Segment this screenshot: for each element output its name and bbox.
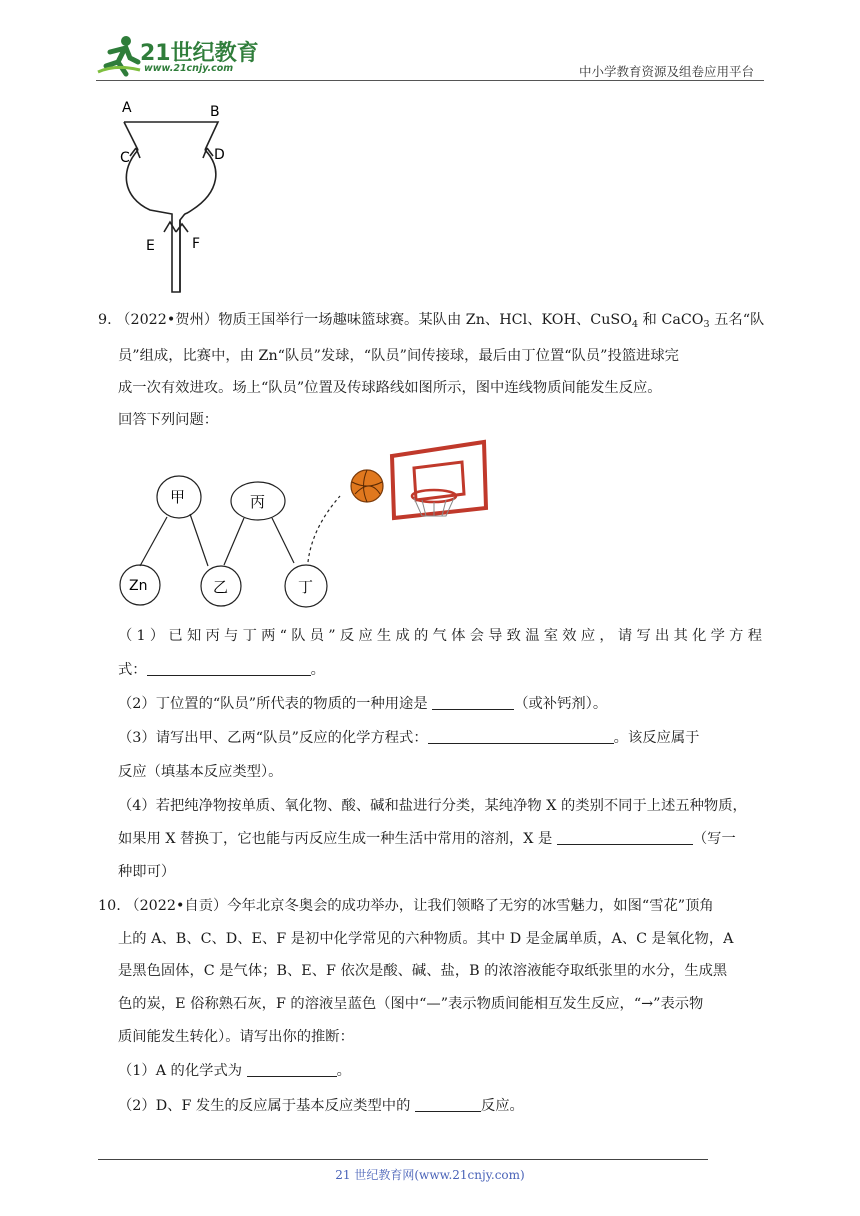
q9-line-1	[98, 310, 764, 335]
q10-text: （2）D、F 发生的反应属于基本反应类型中的	[118, 1098, 415, 1114]
q9-part3-line1	[118, 728, 699, 748]
site-logo[interactable]	[96, 34, 261, 80]
q10-line-5: 质间能发生转化）。请写出你的推断：	[118, 1029, 354, 1045]
q9-part4-line1: （4）若把纯净物按单质、氧化物、酸、碱和盐进行分类，某纯净物 X 的类别不同于上述五种物质，	[118, 798, 747, 814]
node-zn: Zn	[129, 578, 148, 594]
funnel-label-e: E	[146, 238, 155, 254]
q9-line-3: 成一次有效进攻。场上“队员”位置及传球路线如图所示，图中连线物质间能发生反应。	[118, 380, 662, 396]
site-title: 中小学教育资源及组卷应用平台	[578, 64, 754, 79]
q10-part1	[118, 1061, 351, 1081]
q9-part4-line2	[118, 829, 736, 849]
q9-text: 和 CaCO	[638, 312, 704, 328]
q9-part3-line2: 反应（填基本反应类型）。	[118, 764, 283, 780]
node-ding: 丁	[298, 578, 314, 596]
q9-text: 。该反应属于	[613, 730, 700, 746]
q9-text: （或补钙剂）。	[514, 696, 608, 712]
q9-text: 。	[310, 662, 325, 678]
subscript: 3	[703, 319, 710, 330]
node-jia: 甲	[170, 488, 186, 506]
funnel-label-d: D	[214, 147, 225, 163]
header-divider	[96, 80, 764, 81]
answer-blank-q9-2[interactable]	[432, 695, 514, 710]
node-bing: 丙	[250, 493, 266, 511]
q9-text: （2）丁位置的“队员”所代表的物质的一种用途是	[118, 696, 433, 712]
q10-line-4: 色的炭，E 俗称熟石灰，F 的溶液呈蓝色（图中“—”表示物质间能相互发生反应，“→”表示物	[118, 996, 704, 1012]
answer-blank-q9-1[interactable]	[147, 661, 311, 676]
q9-part2	[118, 694, 607, 714]
q9-part4-line3: 种即可）	[118, 864, 176, 880]
funnel-label-b: B	[210, 104, 220, 120]
q9-text: （3）请写出甲、乙两“队员”反应的化学方程式：	[118, 730, 428, 746]
funnel-diagram	[110, 92, 250, 300]
q9-text: 9. （2022•贺州）物质王国举行一场趣味篮球赛。某队由 Zn、HCl、KOH、CuSO	[98, 312, 632, 328]
q10-line-3: 是黑色固体，C 是气体；B、E、F 依次是酸、碱、盐，B 的浓溶液能夺取纸张里的水分，生成黑	[118, 963, 728, 979]
basketball-icon	[351, 470, 383, 502]
q9-text: （写一	[692, 831, 736, 847]
runner-logo-icon	[96, 34, 142, 78]
q9-part1-line1: （1）已知丙与丁两“队员”反应生成的气体会导致温室效应，请写出其化学方程	[118, 628, 762, 644]
logo-url: www.21cnjy.com	[144, 63, 234, 74]
q10-text: 反应。	[480, 1098, 524, 1114]
footer-divider	[98, 1159, 708, 1160]
q9-line-2: 员”组成，比赛中，由 Zn“队员”发球，“队员”间传接球，最后由丁位置“队员”投篮进球完	[118, 348, 679, 364]
page-header	[0, 0, 860, 84]
funnel-label-a: A	[122, 100, 132, 116]
answer-blank-q9-3[interactable]	[428, 729, 614, 744]
q10-line-2: 上的 A、B、C、D、E、F 是初中化学常见的六种物质。其中 D 是金属单质，A、C 是氧化物，A	[118, 931, 734, 947]
q10-part2	[118, 1096, 524, 1116]
q10-text: 。	[336, 1063, 351, 1079]
basketball-hoop-icon	[392, 442, 486, 518]
answer-blank-q10-1[interactable]	[247, 1062, 337, 1077]
q9-part1-line2	[118, 660, 325, 680]
q10-text: （1）A 的化学式为	[118, 1063, 247, 1079]
subscript: 4	[631, 319, 638, 330]
q10-line-1: 10. （2022•自贡）今年北京冬奥会的成功举办，让我们领略了无穷的冰雪魅力，如图“雪花”顶角	[98, 898, 714, 914]
funnel-label-c: C	[120, 150, 130, 166]
q9-text: 五名“队	[709, 312, 765, 328]
q9-text: 式：	[118, 662, 147, 678]
basketball-diagram	[112, 438, 492, 614]
funnel-label-f: F	[192, 236, 201, 252]
page-footer[interactable]: 21 世纪教育网(www.21cnjy.com)	[335, 1168, 525, 1182]
q9-text: 如果用 X 替换丁，它也能与丙反应生成一种生活中常用的溶剂，X 是	[118, 831, 557, 847]
logo-text: 21世纪教育	[140, 41, 259, 66]
q9-line-4: 回答下列问题：	[118, 412, 219, 428]
answer-blank-q9-4[interactable]	[557, 830, 693, 845]
answer-blank-q10-2[interactable]	[415, 1097, 481, 1112]
node-yi: 乙	[213, 578, 229, 596]
